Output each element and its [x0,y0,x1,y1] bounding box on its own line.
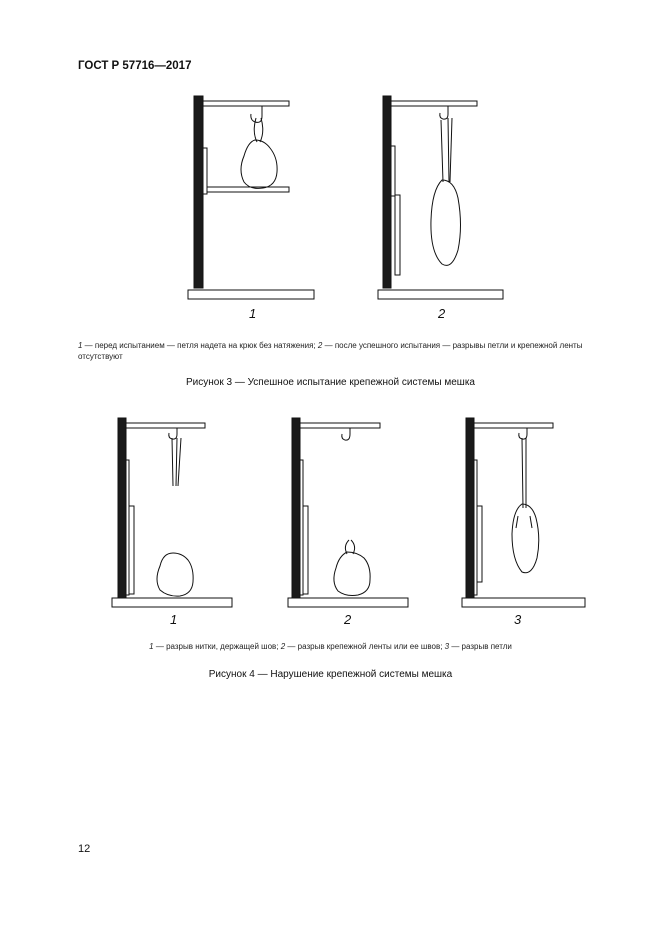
broken-loop [516,516,532,528]
hook [342,428,350,440]
legend-num: 1 [78,341,83,350]
page-number: 12 [78,843,91,855]
legend-text: — разрыв петли [449,642,512,651]
fig4-panel-number-1: 1 [170,612,178,627]
legend-text: — разрыв крепежной ленты или ее швов; [285,642,445,651]
fig3-panel-number-1: 1 [249,306,257,321]
legend-num: 2 [317,341,323,350]
bag-long [512,504,539,573]
fig4-stand-2 [288,418,408,607]
bag-fallen [334,552,370,596]
hook [519,428,527,439]
fig4-stand-1 [112,418,232,607]
fig4-stand-3 [462,418,585,607]
legend-num: 3 [444,642,450,651]
fig4-panel-number-2: 2 [344,612,352,627]
standard-header: ГОСТ Р 57716—2017 [78,60,192,72]
strap [522,438,526,508]
figure-3-caption: Рисунок 3 — Успешное испытание крепежной системы мешка [186,377,475,388]
legend-text: — после успешного испытания — разрывы петли и крепежной ленты отсутствуют [78,341,583,361]
fig4-panel-number-3: 3 [514,612,522,627]
legend-text: — разрыв нитки, держащей шов; [153,642,281,651]
legend-num: 1 [149,642,154,651]
figure-4-caption: Рисунок 4 — Нарушение крепежной системы мешка [208,669,453,680]
fig3-panel-number-2: 2 [438,306,446,321]
legend-num: 2 [280,642,286,651]
fig4-legend [0,641,661,652]
legend-text: — перед испытанием — петля надета на крюк без натяжения; [82,341,318,350]
bag-fallen [157,553,193,596]
hook [169,428,177,439]
strap [172,438,181,486]
